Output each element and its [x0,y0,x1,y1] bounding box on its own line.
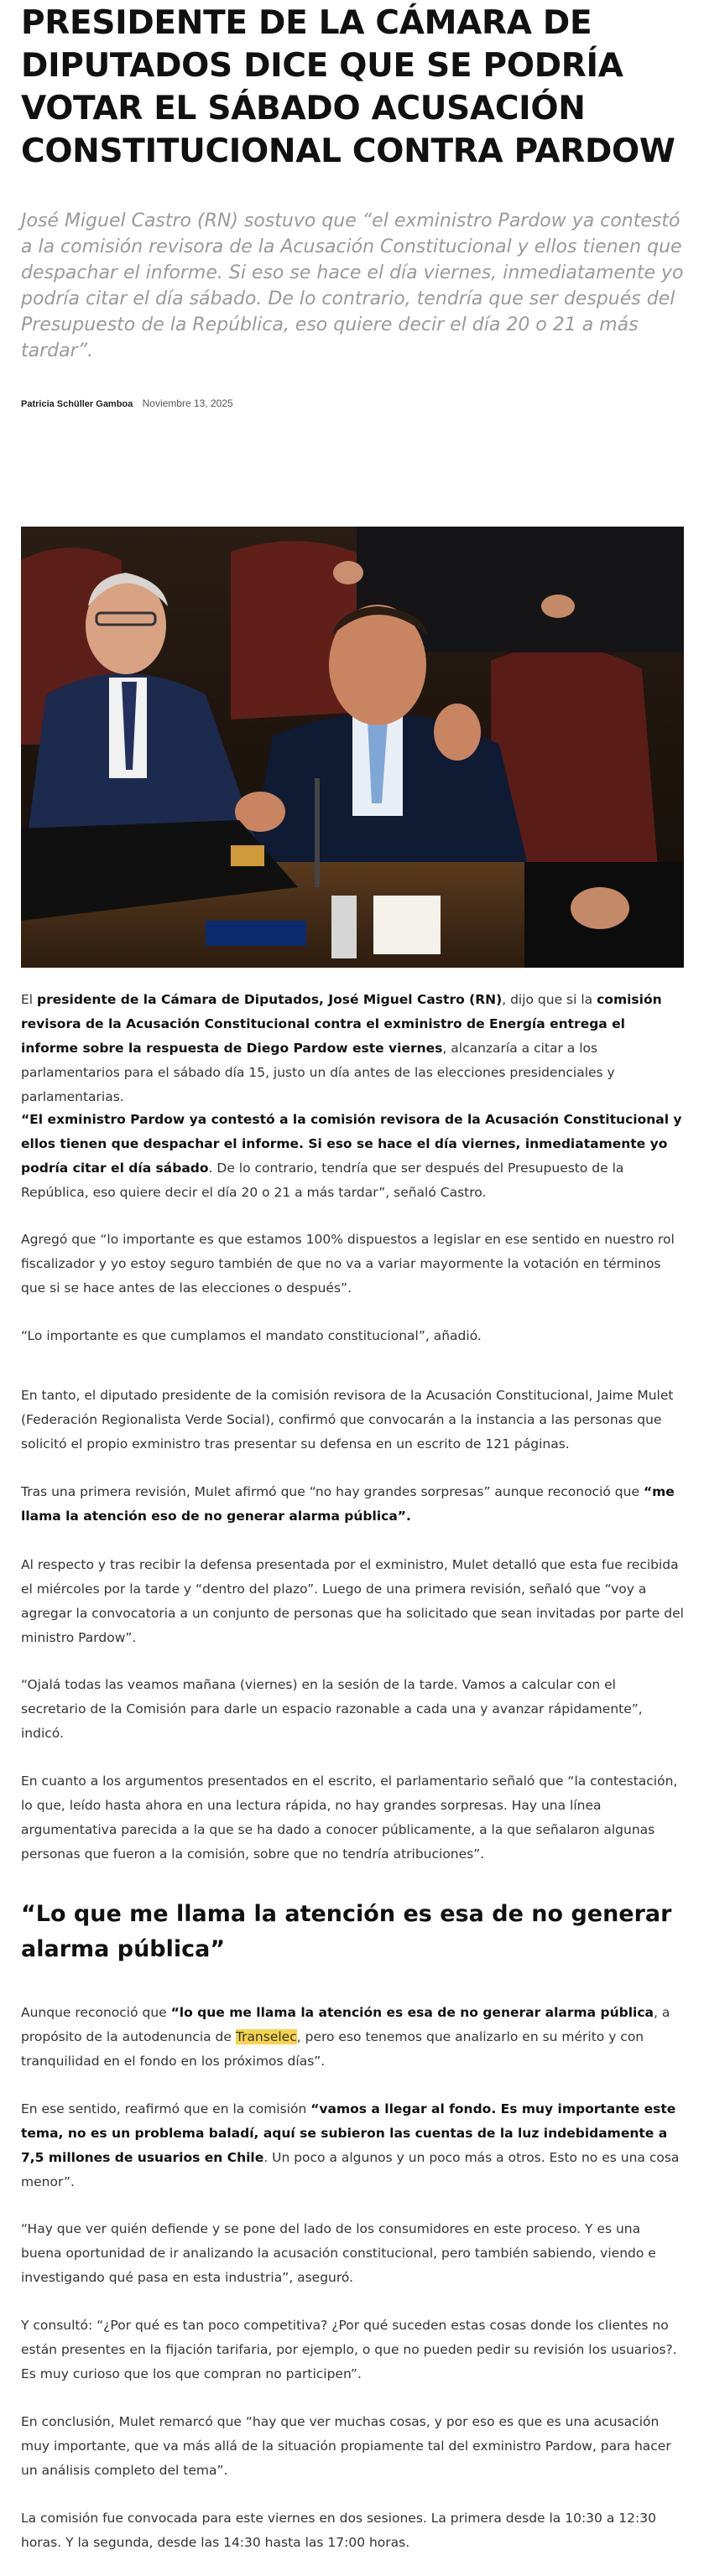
paragraph-6: Tras una primera revisión, Mulet afirmó que “no hay grandes sorpresas” aunque reconoció que “me llama la atención eso de no generar alarma pública”. [21,1484,675,1524]
paragraph-3: Agregó que “lo importante es que estamos 100% dispuestos a legislar en ese sentido en nuestro rol fiscalizador y yo estoy seguro también de que no va a variar mayormente la votación en términos que si se hace antes de las elecciones o después”. [21,1232,675,1296]
article-body-12 [21,2217,684,2290]
paragraph-7: Al respecto y tras recibir la defensa presentada por el exministro, Mulet detalló que esta fue recibida el miércoles por la tarde y “dentro del plazo”. Luego de una primera revisión, señaló que “voy a agregar la convocatoria a un conjunto de personas que ha solicitado que sean invitadas por parte del ministro Pardow”. [21,1557,684,1645]
article-body-4 [21,1324,684,1348]
article-body-13 [21,2314,684,2386]
paragraph-5: En tanto, el diputado presidente de la comisión revisora de la Acusación Constitucional, Jaime Mulet (Federación Regionalista Verde Social), confirmó que convocarán a la instancia a las personas que solicitó el propio exministro tras presentar su defensa en un escrito de 121 páginas. [21,1388,674,1452]
article-body-11 [21,2097,684,2194]
article-body-10 [21,2001,684,2074]
article-body-5 [21,1384,684,1457]
paragraph-14: En conclusión, Mulet remarcó que “hay que ver muchas cosas, y por eso es que es una acusación muy importante, que va más allá de la situación propiamente tal del exministro Pardow, para hacer un análisis completo del tema”. [21,2414,671,2478]
paragraph-12: “Hay que ver quién defiende y se pone del lado de los consumidores en este proceso. Y es una buena oportunidad de ir analizando la acusación constitucional, pero también sabiendo, viendo e investigando qué pasa en esta industria”, aseguró. [21,2221,656,2285]
article-body-3 [21,1228,684,1301]
article-subheading: “Lo que me llama la atención es esa de no generar alarma pública” [21,1901,672,1962]
article-body-7 [21,1553,684,1650]
article-header [21,2,684,173]
publish-date: Noviembre 13, 2025 [142,397,233,409]
paragraph-2: “El exministro Pardow ya contestó a la comisión revisora de la Acusación Constitucional y ellos tienen que despachar el informe. Si eso se hace el día viernes, inmediatamente yo podría citar el día sábado. De lo contrario, tendría que ser después del Presupuesto de la República, eso quiere decir el día 20 o 21 a más tardar”, señaló Castro. [21,1112,682,1200]
article-body-14 [21,2410,684,2483]
paragraph-15: La comisión fue convocada para este viernes en dos sesiones. La primera desde la 10:30 a 12:30 horas. Y la segunda, desde las 14:30 hasta las 17:00 horas. [21,2511,656,2550]
highlighted-term[interactable]: Transelec [235,2029,297,2044]
article-body-8 [21,1673,684,1746]
article-lede: José Miguel Castro (RN) sostuvo que “el exministro Pardow ya contestó a la comisión revisora de la Acusación Constitucional y ellos tienen que despachar el informe. Si eso se hace el día viernes, inmediatamente yo podría citar el día sábado. De lo contrario, tendría que ser después del Presupuesto de la República, eso quiere decir el día 20 o 21 a más tardar”. [21,210,684,361]
article-meta [21,397,684,409]
article-lede-wrap [21,208,684,364]
article-subheading-wrap [21,1897,684,1967]
paragraph-13: Y consultó: “¿Por qué es tan poco competitiva? ¿Por qué suceden estas cosas donde los clientes no están presentes en la fijación tarifaria, por ejemplo, o que no pueden pedir su revisión los usuarios?. Es muy curioso que los que compran no participen”. [21,2318,677,2381]
hero-photo [21,527,684,968]
paragraph-4: “Lo importante es que cumplamos el mandato constitucional”, añadió. [21,1328,482,1343]
article-body-15 [21,2506,684,2555]
article-body-6 [21,1480,684,1529]
article-body-2 [21,1108,684,1205]
paragraph-9: En cuanto a los argumentos presentados en el escrito, el parlamentario señaló que “la contestación, lo que, leído hasta ahora en una lectura rápida, no hay grandes sorpresas. Hay una línea argumentativa parecida a la que se ha dado a conocer públicamente, a la que señalaron algunas personas que fueron a la comisión, sobre que no tendría atribuciones”. [21,1774,678,1862]
paragraph-11: En ese sentido, reafirmó que en la comisión “vamos a llegar al fondo. Es muy importante este tema, no es un problema baladí, aquí se subieron las cuentas de la luz indebidamente a 7,5 millones de usuarios en Chile. Un poco a algunos y un poco más a otros. Esto no es una cosa menor”. [21,2101,680,2189]
hero-photo-illustration [21,527,684,968]
paragraph-1: El presidente de la Cámara de Diputados, José Miguel Castro (RN), dijo que si la comisión revisora de la Acusación Constitucional contra el exministro de Energía entrega el informe sobre la respuesta de Diego Pardow este viernes, alcanzaría a citar a los parlamentarios para el sábado día 15, justo un día antes de las elecciones presidenciales y parlamentarias. [21,992,662,1104]
paragraph-10: Aunque reconoció que “lo que me llama la atención es esa de no generar alarma pública, a propósito de la autodenuncia de Transelec, pero eso tenemos que analizarlo en su mérito y con tranquilidad en el fondo en los próximos días”. [21,2005,670,2069]
article-body-9 [21,1769,684,1867]
article-title: PRESIDENTE DE LA CÁMARA DE DIPUTADOS DICE QUE SE PODRÍA VOTAR EL SÁBADO ACUSACIÓN CONSTITUCIONAL CONTRA PARDOW [21,4,675,170]
article-body [21,988,684,1109]
paragraph-8: “Ojalá todas las veamos mañana (viernes) en la sesión de la tarde. Vamos a calcular con el secretario de la Comisión para darle un espacio razonable a cada una y avanzar rápidamente”, indicó. [21,1677,643,1741]
author-link[interactable]: Patricia Schüller Gamboa [21,399,133,409]
